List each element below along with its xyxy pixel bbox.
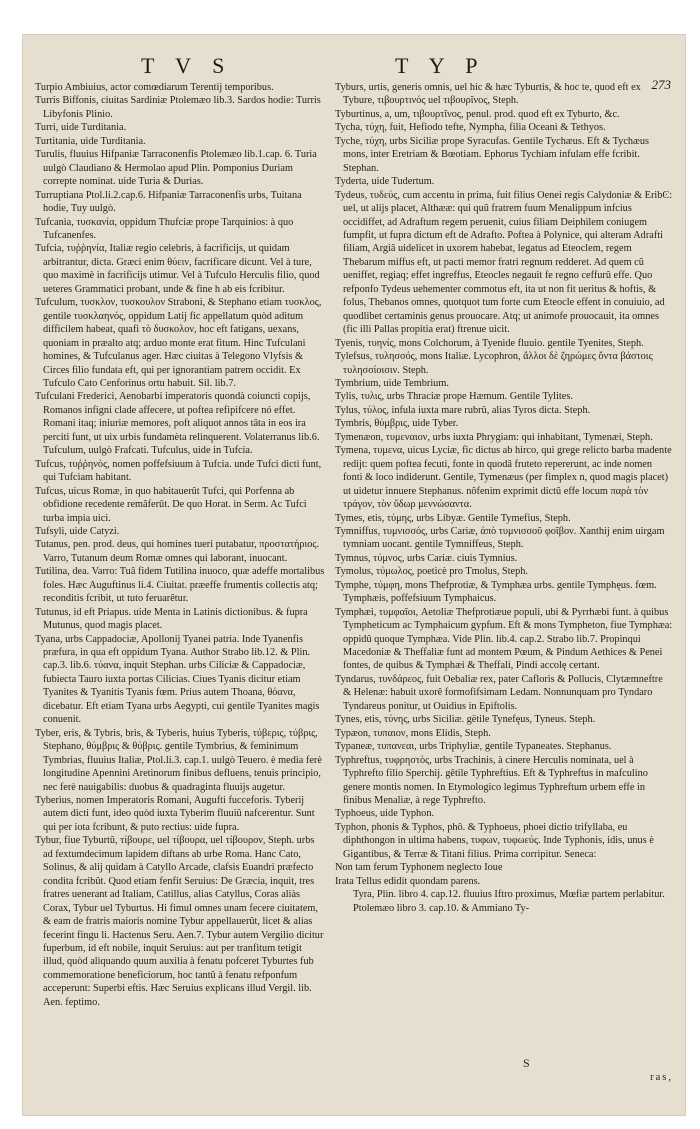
running-head-right: T Y P: [395, 53, 486, 78]
dictionary-entry: Turruptiana Ptol.li.2.cap.6. Hifpaniæ Tarraconenfis urbs, Tuitana hodie, Tuy uulgò.: [35, 189, 302, 215]
dictionary-entry: Tyra, Plin. libro 4. cap.12. fluuius Iftro proximus, Mœfiæ partem perlabitur. Ptolemæo libro 3. cap.10. & Ammiano Ty-: [353, 889, 665, 914]
dictionary-entry: Tutanus, pen. prod. deus, qui homines tueri putabatur, προστατήριος. Varro, Tutanum deum Romæ omnes qui laborant, inuocant.: [35, 539, 320, 564]
dictionary-entry: Tymolus, τύμωλος, poeticè pro Tmolus, Steph.: [335, 566, 529, 578]
dictionary-entry: Typaneæ, τυπανεαι, urbs Triphyliæ, gentile Typaneates. Stephanus.: [335, 741, 612, 753]
dictionary-entry: Tydeus, τυδεύς, cum accentu in prima, fuit filius Oenei regis Calydoniæ & EribϾ: uel, ut alijs placet, Althææ: qui quũ fratrem fuum Menalippum infcius occidiffet, ad Adraftum regem peruenit, cuius filiam Deiphilem coniugem fumpfit, ut fupra dictum eft de Adrafto. Poftea à Polynice, qui alteram Adrafti filiam, Argiâ uidelicet in uxorem habebat, legatus ad Eteoclem, regem Thebarum miffus eft, ut pacti memor fratri regnum redderet. Ad quem cũ ueniffet, regiaq; effet ingreffus, Eteocles negauit fe regno ceffurû effe. Quo refponfo Tydeus uehementer commotus eft, ita ut non fit ueritus & hoftis, & folus, Thebanos omnes, quotquot tum forte cum Eteocle effent in conuiuio, ad quodlibet certaminis genus prouocare. Atq; ut animofe prouocauit, ita omnes (fic illi Pallas propitia erat) ftrenue uicit.: [335, 189, 673, 336]
dictionary-entry: Tyburs, urtis, generis omnis, uel hic & hæc Tyburtis, & hoc te, quod eft ex Tybure, τιβουρτινός uel τιβουρῖνος, Steph.: [335, 82, 641, 107]
dictionary-entry: Tufcus, uicus Romæ, in quo habitauerût Tufci, qui Porfenna ab obfidione recedente remâferût. De quo Horat. in Serm. Ac Tufci turba impia uici.: [35, 485, 307, 524]
catchword: ras,: [650, 1072, 673, 1083]
dictionary-entry: Tymena, τυμενα, uicus Lyciæ, fic dictus ab hirco, qui grege relicto barba madente redijt: quem poftea fecuti, fonte in quodâ fruteto repererunt, ac inde nomen fonti & loco indiderunt. Gentile, Tymenæus (per fimplex n, quod magis placet) ut uidetur innuere Stephanus. nôfenim exprimit dictũ effe locum παρὰ τὸν τράγον, τὸν ὕδωρ μεννώσαντα.: [335, 445, 672, 511]
dictionary-entry: Tymes, etis, τύμης, urbs Libyæ. Gentile Tymefius, Steph.: [335, 512, 571, 524]
dictionary-entry: Turris Biffonis, ciuitas Sardiniæ Ptolemæo lib.3. Sardos hodie: Turris Libyfonis Plinio.: [35, 95, 321, 120]
dictionary-entry: Turri, uide Turditania.: [35, 122, 127, 134]
dictionary-entry: Turtitania, uide Turditania.: [35, 135, 146, 147]
page-number: 273: [651, 77, 671, 92]
dictionary-entry: Tymphæi, τυμφαῖοι, Aetoliæ Thefprotiæue populi, ubi & Pyrrhæbi funt. à quibus Tympheticum ac Tymphaicum gypfum. Eft & mons Tympheton, fiue Tymphæa: oppidû quoque Tymphæa. Vide Plin. lib.4. cap.2. Strabo lib.7. Propinqui Macedoniæ & Theffaliæ funt ad montem Pœum, & Pindum Aethices & Penei fontes, de quibus & Tymphæi & Theffali, Pindi accolę certant.: [335, 606, 673, 672]
dictionary-entry: Turpio Ambiuius, actor comœdiarum Terentij temporibus.: [35, 82, 274, 93]
left-column: [35, 81, 325, 1009]
dictionary-entry: Tymenæon, τυμεναιον, urbs iuxta Phrygiam: qui inhabitant, Tymenæi, Steph.: [335, 431, 653, 443]
dictionary-entry: Non tam ferum Typhonem neglecto Ioue: [335, 862, 503, 874]
dictionary-entry: Tymphe, τύμφη, mons Thefprotiæ, & Tymphæa urbs. gentile Tymphęus. fœm. Tymphæis, poffefsiuum Tymphaicus.: [335, 579, 657, 605]
dictionary-entry: Tufculani Frederici, Aenobarbi imperatoris quondà coiuncti copijs, Romanos infigni clade affecere, ut poftea refipifcere nó effet. Romani itaq; iniuriæ memores, poft aliquot annos tâta in eos ira perciti funt, ut uix urbis fundamèta relinquerent. Volaterranus lib.6. Tufculum, uulgò Frafcati. Tufculus, uide in Tufcia.: [35, 391, 320, 457]
dictionary-entry: Tybur, fiue Tyburtû, τίβουρε, uel τίβουρα, uel τίβουρον, Steph. urbs ad fextumdecimum lapidem diftans ab urbe Roma. Hanc Cato, Solinus, & alij quidam à Catyllo Arcade, clafsis Euandri præfecto condita fcribût. Quod etiam fenfit Seruius: De Græcia, inquit, tres fratres uenerant ad Italiam, Catillus, alias Catyllus, Coras aliàs Corax, Tybur uel Tyburtus. Hi fimul omnes unam fecere ciuitatem, & eam de fratris maioris nomine Tybur appellauerût, licet & alias fecerint fingu li. Hactenus Seru. Aen.7. Tybur autem Vergilio dicitur fuperbum, id eft nobile, inquit Seruius: aut per tranfitum tetigit illud, quòd aliquando quum auxilia à fenatu pofceret Tyburtes fub commemoratione beneficiorum, hoc tantû à fenatu refponfum acceperunt: Superbi eftis. Hæc Seruius explicans illud Vergil. lib. Aen. feptimo.: [35, 835, 324, 1008]
dictionary-entry: Tufculum, τυσκλον, τυσκουλον Straboni, & Stephano etiam τυσκλος, gentile τυσκλαηνός, oppidum Latij fic appellatum quòd aditum difficilem habeat, quafi τὸ δυσκολον, hoc eft fatigans, uexans, quoniam in præalto atq; arduo monte erat fitum. Hinc Tufculani homines, & Tufculanus ager. Hæc ciuitas à Telegono Vlyfsis & Circes filio fundata eft, qui per ignorantiam patrem occidit. Ex Tufculo Cato Cenforinus ortu habuit. Sil. lib.7.: [35, 297, 322, 389]
signature-mark: S: [523, 1056, 530, 1070]
dictionary-entry: Tylis, τυλις, urbs Thraciæ prope Hæmum. Gentile Tylites.: [335, 391, 573, 403]
dictionary-entry: Tufsyli, uide Catyzi.: [35, 525, 120, 537]
dictionary-entry: Tymnus, τύμνος, urbs Cariæ. ciuis Tymnius.: [335, 552, 518, 564]
dictionary-entry: Tufcia, τυῤῥηνία, Italiæ regio celebris, à facrificijs, ut quidam arbitrantur, dicta. Græci enim θύειν, facrificare dicunt. Vel à ture, quo maximè in facrificijs utimur. Vel à Tufculo Herculis filio, quod ueteres Grammatici probant, unde & fine h ab eis fcribitur.: [35, 243, 320, 295]
dictionary-entry: Typhreftus, τυφρηστὸς, urbs Trachinis, à cinere Herculis nominata, uel à Typhrefto filio Sperchij. gêtile Typhreftius. Eft & Typhreftus in mafculino genere montis nomen. In Etymologico legimus Typhreftum urbem effe in finibus Menaliæ, à rege Typhrefto.: [335, 754, 648, 807]
dictionary-entry: Tynes, etis, τύνης, urbs Siciliæ. gëtile Tynefęus, Tyneus. Steph.: [335, 714, 596, 726]
dictionary-entry: Tymbris, θύμβρις, uide Tyber.: [335, 418, 459, 430]
dictionary-entry: Tymbrium, uide Tembrium.: [335, 377, 449, 389]
dictionary-entry: Tutunus, id eft Priapus. uide Menta in Latinis dictionibus. & fupra Mutunus, quod magis placet.: [35, 606, 308, 632]
dictionary-entry: Turulis, fluuius Hifpaniæ Tarraconenfis Ptolemæo lib.1.cap. 6. Turia uulgò Claudiano & Hermolao apud Plin. Pomponius Duriam correpte nominat. uide Turia & Durias.: [35, 149, 317, 188]
running-head-left: T V S: [141, 53, 233, 78]
dictionary-entry: Tyana, urbs Cappadociæ, Apollonij Tyanei patria. Inde Tyanenfis præfura, in qua eft oppidum Tyana. Author Strabo lib.12. & Plin. cap.3. lib.6. τύανα, inquit Stephan. urbs Ciliciæ & Cappadociæ, fubiecta Tauro iuxta portas Cilicias. Ciues Tyanis dicitur etiam Tyanites & Tyanitis Tyanis fœm. Prius autem Thoana, θόανα, dicebatur. Eft etiam Tyana urbs Aegypti, cui gentile Tyanites magis conuenit.: [35, 633, 320, 726]
book-page: [22, 34, 686, 1116]
dictionary-entry: Tyberius, nomen Imperatoris Romani, Augufti fucceforis. Tyberij autem dicti funt, ideo quòd iuxta Tyberim fluuiû nafcerentur. Sunt qui per iota fcribunt, & puto rectius: uide fupra.: [35, 795, 315, 833]
dictionary-entry: Tylefsus, τυλησσός, mons Italiæ. Lycophron, ἄλλοι δὲ ζηρώμες ὄντα βάστοις τυλησσίοισιν. Steph.: [335, 351, 653, 376]
dictionary-entry: Tymniffus, τυμνισσός, urbs Cariæ, ἀπὸ τυμνισσοῦ φοῖβον. Xanthij enim uirgam tymniam uocant. gentile Tymniffeus, Steph.: [335, 525, 665, 551]
dictionary-entry: Tycha, τύχη, fuit, Hefiodo tefte, Nympha, filia Oceani & Tethyos.: [335, 122, 606, 134]
dictionary-entry: Tufcania, τυσκανία, oppidum Thufciæ prope Tarquinios: à quo Tufcanenfes.: [35, 216, 294, 241]
dictionary-entry: Typhon, phonis & Typhos, phô. & Typhoeus, phoei dictio trifyllaba, eu diphthongon in ultima habens, τυφων, τυφωεύς. Inde Typhonis, idis, unus è Gigantibus, & Terræ & Titani filius. Prima corripitur. Seneca:: [335, 821, 654, 860]
dictionary-entry: Tyber, eris, & Tybris, bris, & Tyberis, huius Tyberis, τύβερις, τύβρις, Stephano, θύμβρις & θύβρις. gentile Tymbrius, & feminimum Tymbrias, fluuius Italiæ, Ptol.li.3. cap.1. uulgò Teuero. è media ferè longitudine Apennini Aretinorum finibus defluens, tenuis principio, nec ferè nauigabilis: duobus & quadraginta fluuijs augetur.: [35, 727, 322, 793]
dictionary-entry: Tyndarus, τυνδάρεος, fuit Oebaliæ rex, pater Cafloris & Pollucis, Clytæmneftre & Helenæ: habuit uxorê formofifsimam Ledam. Nonnunquam pro Tyndaro Tyndareus ponitur, ut Ouidius in Epiftolis.: [335, 673, 663, 712]
dictionary-entry: Tyenis, τυηνίς, mons Colchorum, à Tyenide fluuio. gentile Tyenites, Steph.: [335, 337, 644, 349]
dictionary-entry: Tyche, τύχη, urbs Siciliæ prope Syracufas. Gentile Tychæus. Eft & Tychæus mons, inter Eretriam & Bœotiam. Ephorus Tychiam infulam effe fcribit. Stephan.: [335, 135, 650, 174]
dictionary-entry: Typæon, τυπαιον, mons Elidis, Steph.: [335, 727, 491, 739]
dictionary-entry: Tufcus, τυῤῥηνὸς, nomen poffefsiuum à Tufcia. unde Tufci dicti funt, qui Tufciam habitant.: [35, 458, 322, 484]
dictionary-entry: Tylus, τύλος, infula iuxta mare rubrû, alias Tyros dicta. Steph.: [335, 404, 591, 416]
dictionary-entry: Tutilina, dea. Varro: Tuâ fidem Tutilina inuoco, quæ adeffe mortalibus foles. Hæc Auguftinus li.4. Ciuitat. præeffe frumentis collectis atq; reconditis fcribit, ut tuto feruarêtur.: [35, 566, 325, 605]
dictionary-entry: Irata Tellus edidit quondam parens.: [335, 875, 481, 887]
dictionary-entry: Tyburtinus, a, um, τιβουρτῖνος, penul. prod. quod eft ex Tyburto, &c.: [335, 108, 620, 120]
dictionary-entry: Typhoeus, uide Typhon.: [335, 808, 435, 820]
dictionary-entry: Tyderta, uide Tudertum.: [335, 176, 435, 188]
right-column: [335, 81, 673, 915]
